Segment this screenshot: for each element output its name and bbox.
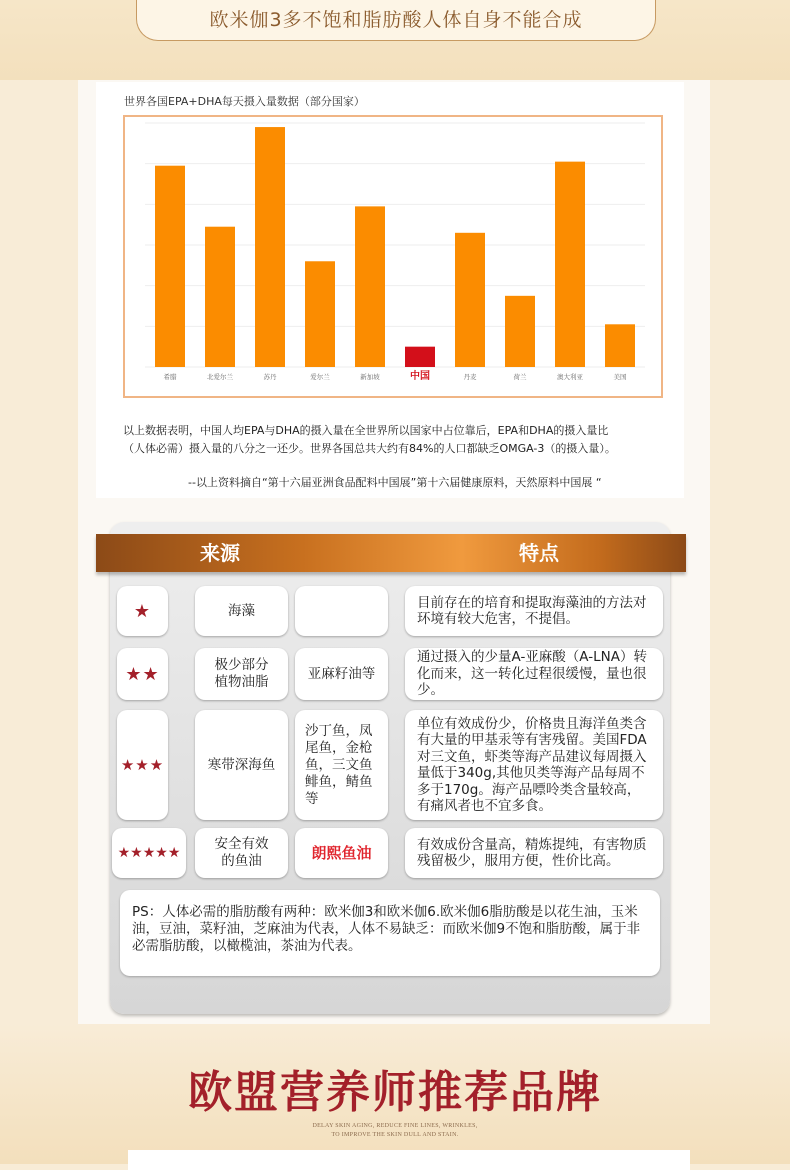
- example-cell: [295, 828, 388, 878]
- tick-label: 北爱尔兰: [207, 373, 233, 381]
- bar-苏丹: [255, 127, 285, 367]
- source-cell: 寒带深海鱼: [195, 710, 288, 820]
- desc-cell: 单位有效成份少，价格贵且海洋鱼类含有大量的甲基汞等有害残留。美国FDA对三文鱼，虾类等海产品建议每周摄入量低于340g,其他贝类等海产品每周不多于170g。海产品嘌呤类含量较高，有痛风者也不宜多食。: [405, 710, 663, 820]
- ps-note: PS：人体必需的脂肪酸有两种：欧米伽3和欧米伽6.欧米伽6脂肪酸是以花生油，玉米油，豆油，菜籽油，芝麻油为代表，人体不易缺乏：而欧米伽9不饱和脂肪酸，属于非必需脂肪酸，以橄榄油，茶油为代表。: [120, 890, 660, 976]
- bar-荷兰: [505, 296, 535, 367]
- table-header: [96, 534, 686, 572]
- tick-label: 荷兰: [513, 373, 527, 381]
- star-rating: ★: [133, 600, 152, 622]
- source-note: --以上资料摘自“第十六届亚洲食品配料中国展”第十六届健康原料，天然原料中国展 “: [188, 476, 602, 489]
- tick-label: 美国: [613, 373, 627, 381]
- tick-label: 新加坡: [360, 373, 380, 381]
- chart-title: 世界各国EPA+DHA每天摄入量数据（部分国家）: [124, 95, 365, 108]
- tagline-line-1: DELAY SKIN AGING, REDUCE FINE LINES, WRINKLES,: [312, 1123, 478, 1129]
- desc-cell: 通过摄入的少量A-亚麻酸（A-LNA）转化而来，这一转化过程很缓慢，量也很少。: [405, 648, 663, 700]
- brand-name: 朗熙鱼油: [311, 843, 372, 862]
- bar-中国: [405, 347, 435, 367]
- rating-cell: [117, 710, 168, 820]
- note-line-1: 以上数据表明，中国人均EPA与DHA的摄入量在全世界所以国家中占位靠后，EPA和DHA的摄入量比: [123, 424, 609, 437]
- note-line-2: （人体必需）摄入量的八分之一还少。世界各国总共大约有84%的人口都缺乏OMGA-3（的摄入量）。: [123, 442, 616, 455]
- rating-cell: [112, 828, 186, 878]
- star-rating: ★★: [125, 663, 160, 685]
- example-cell: 沙丁鱼，凤尾鱼，金枪鱼，三文鱼鲱鱼，鲭鱼等: [295, 710, 388, 820]
- bar-丹麦: [455, 233, 485, 367]
- tick-label: 中国: [410, 371, 430, 382]
- tick-label: 希腊: [163, 373, 177, 381]
- bar-北爱尔兰: [205, 227, 235, 367]
- rating-cell: [117, 648, 168, 700]
- bottom-card: [128, 1150, 690, 1170]
- tagline-line-2: TO IMPROVE THE SKIN DULL AND STAIN.: [331, 1132, 459, 1138]
- header-source: 来源: [200, 541, 240, 565]
- bar-美国: [605, 324, 635, 367]
- source-cell: 海藻: [195, 586, 288, 636]
- chart-note: [123, 422, 673, 458]
- header-feature: 特点: [519, 541, 559, 565]
- source-cell: 安全有效的鱼油: [195, 828, 288, 878]
- bar-新加坡: [355, 206, 385, 367]
- tick-label: 丹麦: [463, 373, 477, 381]
- desc-cell: 有效成份含量高，精炼提纯，有害物质残留极少，服用方便，性价比高。: [405, 828, 663, 878]
- example-cell: [295, 586, 388, 636]
- tick-label: 澳大利亚: [557, 373, 583, 381]
- section-title: 欧盟营养师推荐品牌: [188, 1067, 602, 1118]
- bar-希腊: [155, 166, 185, 367]
- example-cell: 亚麻籽油等: [295, 648, 388, 700]
- source-cell: 极少部分植物油脂: [195, 648, 288, 700]
- banner-title: 欧米伽3多不饱和脂肪酸人体自身不能合成: [136, 0, 656, 41]
- star-rating: ★★★: [120, 755, 165, 774]
- desc-cell: 目前存在的培育和提取海藻油的方法对环境有较大危害，不提倡。: [405, 586, 663, 636]
- chart-frame: [123, 115, 663, 398]
- bar-澳大利亚: [555, 162, 585, 367]
- bar-爱尔兰: [305, 261, 335, 367]
- rating-cell: [117, 586, 168, 636]
- tagline: [0, 1122, 790, 1140]
- tick-label: 苏丹: [263, 373, 277, 381]
- star-rating: ★★★★★: [117, 844, 181, 861]
- bar-chart: [125, 117, 661, 396]
- tick-label: 爱尔兰: [310, 373, 330, 381]
